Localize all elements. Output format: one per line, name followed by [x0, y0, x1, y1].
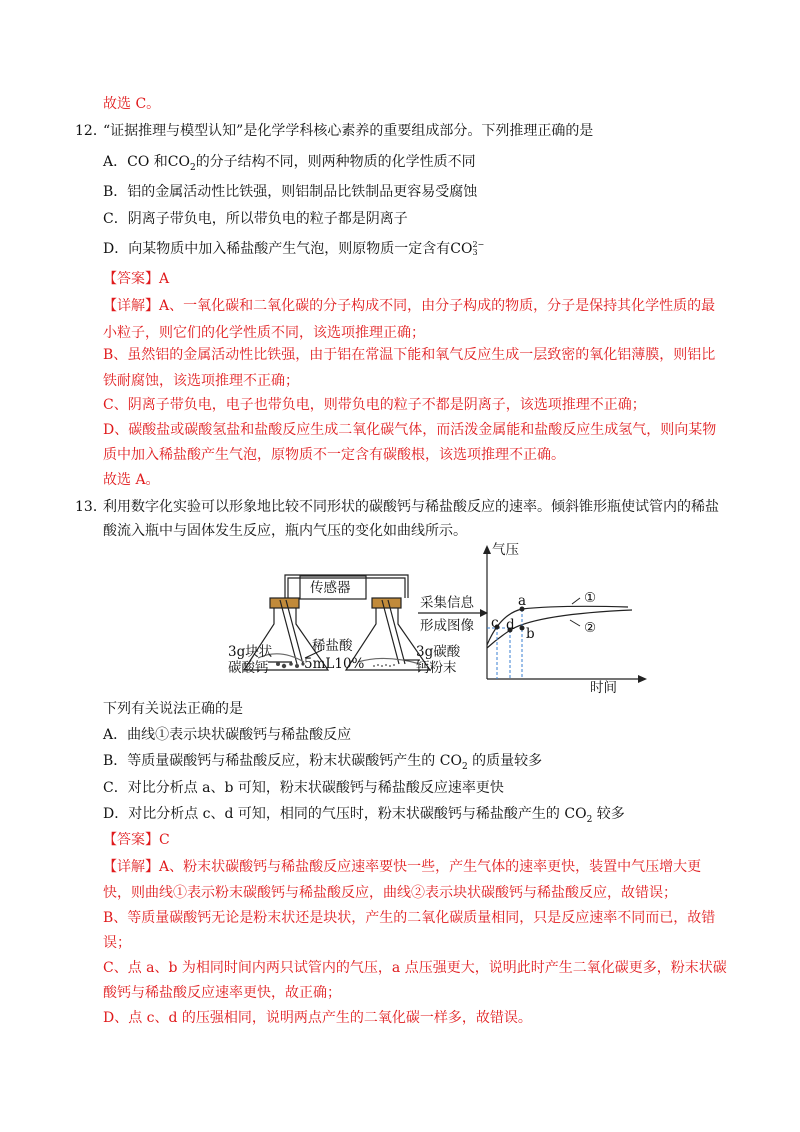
curve-1-label: ①	[584, 590, 597, 606]
q12-option-c: C．阴离子带负电，所以带负电的粒子都是阴离子	[103, 211, 408, 227]
q13-prompt: 下列有关说法正确的是	[103, 701, 243, 717]
q13-explain-4: 误；	[103, 935, 131, 951]
q12-explain-6: D、碳酸盐或碳酸氢盐和盐酸反应生成二氧化碳气体，而活泼金属能和盐酸反应生成氢气，则向某物	[103, 422, 717, 438]
x-axis-label: 时间	[590, 680, 617, 696]
q13-stem-1: 13．利用数字化实验可以形象地比较不同形状的碳酸钙与稀盐酸反应的速率。倾斜锥形瓶使试管内的稀盐	[75, 499, 719, 515]
q12-explain-3: B、虽然铝的金属活动性比铁强，由于铝在常温下能和氧气反应生成一层致密的氧化铝薄膜，则铝比	[103, 347, 716, 363]
q12-question: “证据推理与模型认知”是化学学科核心素养的重要组成部分。下列推理正确的是	[103, 123, 594, 139]
q12-explain-1: 【详解】A、一氧化碳和二氧化碳的分子构成不同，由分子构成的物质，分子是保持其化学性质的最	[103, 298, 716, 314]
q13-option-d: D．对比分析点 c、d 可知，相同的气压时，粉末状碳酸钙与稀盐酸产生的 $CO_2$ 较多	[103, 806, 625, 825]
q13-explain-3: B、等质量碳酸钙无论是粉末状还是块状，产生的二氧化碳质量相同，只是反应速率不同而已，故错	[103, 910, 716, 926]
q13-number: 13．	[75, 499, 107, 515]
q13-explain-2: 快，则曲线①表示粉末碳酸钙与稀盐酸反应，曲线②表示块状碳酸钙与稀盐酸反应，故错误；	[103, 885, 677, 901]
q12-explain-8: 故选 A。	[103, 472, 160, 488]
q12-option-b: B．铝的金属活动性比铁强，则铝制品比铁制品更容易受腐蚀	[103, 184, 478, 200]
left-solid-label-1: 3g块状	[228, 644, 273, 660]
q13-explain-5: C、点 a、b 为相同时间内两只试管内的气压，a 点压强更大，说明此时产生二氧化碳更多，粉末状碳	[103, 960, 727, 976]
point-d-label: d	[506, 617, 515, 633]
q13-explain-6: 酸钙与稀盐酸反应速率更快，故正确；	[103, 985, 341, 1001]
right-solid-label-1: 3g碳酸	[416, 644, 461, 660]
q12-answer: 【答案】A	[103, 271, 170, 287]
q11-conclusion: 故选 C。	[103, 96, 161, 112]
left-solid-label-2: 碳酸钙	[228, 660, 269, 676]
q12-explain-5: C、阴离子带负电，电子也带负电，则带负电的粒子不都是阴离子，该选项推理不正确；	[103, 397, 646, 413]
q13-option-a: A．曲线①表示块状碳酸钙与稀盐酸反应	[103, 727, 352, 743]
acid-label-2: 5mL10%	[304, 656, 365, 672]
collect-info-label: 采集信息	[420, 595, 474, 611]
q12-explain-7: 质中加入稀盐酸产生气泡，原物质不一定含有碳酸根，该选项推理不正确。	[103, 447, 565, 463]
q12-explain-2: 小粒子，则它们的化学性质不同，该选项推理正确；	[103, 325, 425, 341]
q13-explain-1: 【详解】A、粉末状碳酸钙与稀盐酸反应速率要快一些，产生气体的速率更快，装置中气压增大更	[103, 859, 702, 875]
q12-option-d: D．向某物质中加入稀盐酸产生气泡，则原物质一定含有CO 2− 3	[103, 240, 485, 257]
q12-explain-4: 铁耐腐蚀，该选项推理不正确；	[103, 373, 299, 389]
form-image-label: 形成图像	[420, 618, 474, 634]
sensor-label: 传感器	[310, 580, 351, 596]
q13-option-b: B．等质量碳酸钙与稀盐酸反应，粉末状碳酸钙产生的 $CO_2$ 的质量较多	[103, 753, 543, 772]
y-axis-label: 气压	[492, 542, 519, 558]
acid-label-1: 稀盐酸	[312, 638, 353, 654]
q12-option-a: A．CO 和$CO_2$的分子结构不同，则两种物质的化学性质不同	[103, 154, 476, 173]
point-a-label: a	[518, 593, 527, 609]
q12-number: 12．	[75, 123, 107, 139]
curve-2-label: ②	[584, 620, 597, 636]
right-solid-label-2: 钙粉末	[416, 660, 457, 676]
point-b-label: b	[526, 626, 535, 642]
q13-answer: 【答案】C	[103, 832, 170, 848]
point-c-label: c	[491, 615, 499, 631]
q13-stem-2: 酸流入瓶中与固体发生反应，瓶内气压的变化如曲线所示。	[103, 523, 467, 539]
q13-option-c: C．对比分析点 a、b 可知，粉末状碳酸钙与稀盐酸反应速率更快	[103, 780, 504, 796]
q13-explain-7: D、点 c、d 的压强相同，说明两点产生的二氧化碳一样多，故错误。	[103, 1010, 532, 1026]
